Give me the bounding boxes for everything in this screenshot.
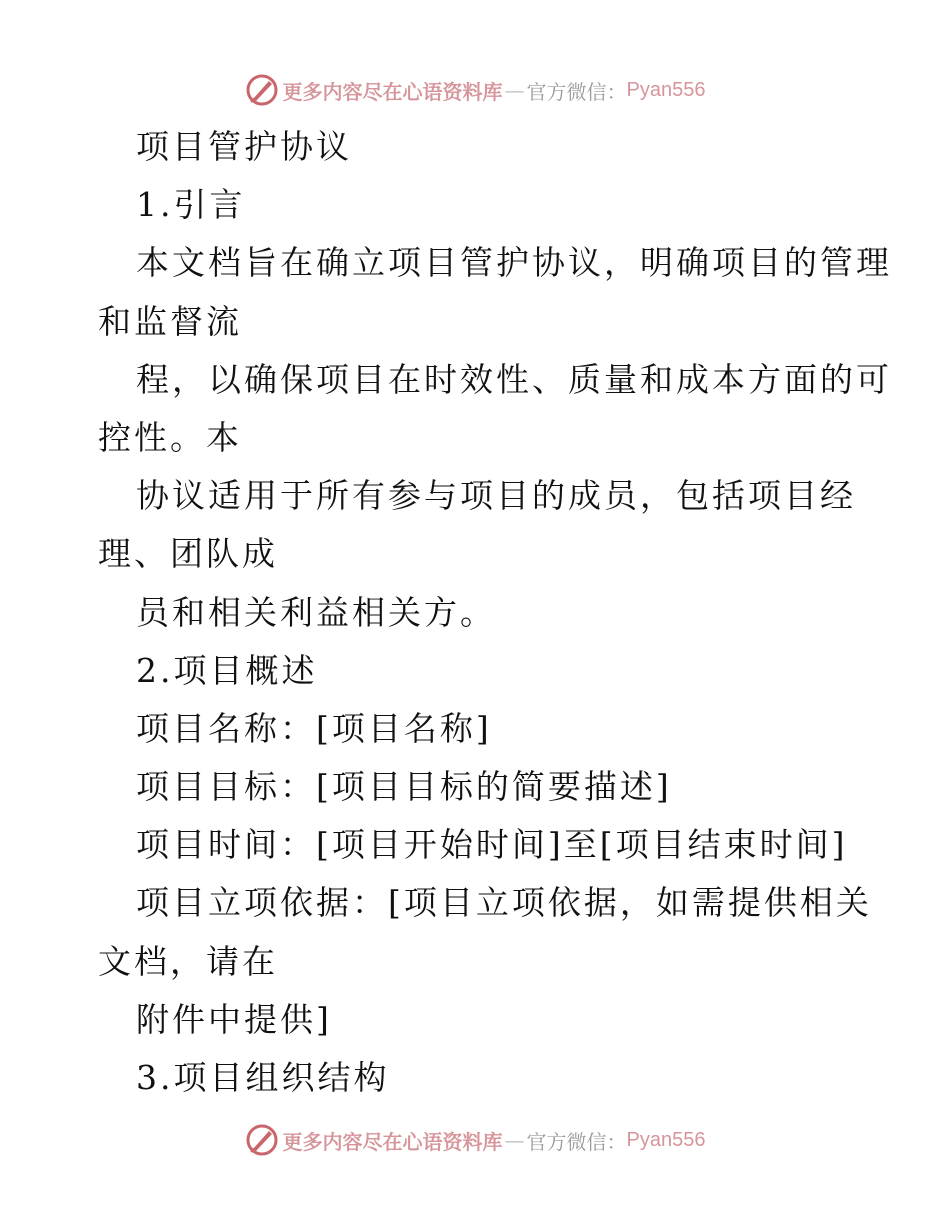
- document-line: 员和相关利益相关方。: [136, 592, 496, 632]
- document-line: 3.项目组织结构: [136, 1058, 390, 1097]
- document-line: 项目管护协议: [136, 127, 352, 166]
- document-line: 2.项目概述: [136, 650, 318, 690]
- document-line: 项目立项依据：[项目立项依据，如需提供相关: [136, 883, 872, 923]
- document-line: 协议适用于所有参与项目的成员，包括项目经: [136, 476, 856, 516]
- watermark-label: 官方微信：: [526, 79, 627, 104]
- watermark-account: Pyan556: [626, 78, 706, 101]
- document-line: 项目时间：[项目开始时间]至[项目结束时间]: [136, 825, 848, 865]
- document-line: 项目目标：[项目目标的简要描述]: [136, 767, 672, 807]
- watermark-dash: —: [504, 1128, 525, 1152]
- watermark-account: Pyan556: [626, 1128, 706, 1151]
- document-line: 1.引言: [136, 185, 246, 225]
- quill-pen-logo-icon: [245, 1123, 279, 1157]
- document-line: 和监督流: [98, 301, 242, 341]
- watermark-dash: —: [504, 78, 525, 102]
- document-line: 程，以确保项目在时效性、质量和成本方面的可: [136, 359, 892, 399]
- watermark-brand-text: 更多内容尽在心语资料库: [282, 1129, 503, 1154]
- document-line: 控性。本: [98, 417, 242, 457]
- document-line: 理、团队成: [98, 534, 278, 574]
- document-line: 附件中提供]: [136, 999, 332, 1039]
- document-line: 文档，请在: [98, 941, 278, 981]
- quill-pen-logo-icon: [245, 73, 279, 107]
- document-body: [98, 118, 892, 1107]
- header-watermark: [0, 70, 950, 110]
- watermark-brand-text: 更多内容尽在心语资料库: [282, 79, 503, 104]
- watermark-label: 官方微信：: [526, 1129, 627, 1154]
- footer-watermark: [0, 1120, 950, 1160]
- document-line: 本文档旨在确立项目管护协议，明确项目的管理: [136, 243, 892, 283]
- document-line: 项目名称：[项目名称]: [136, 708, 492, 748]
